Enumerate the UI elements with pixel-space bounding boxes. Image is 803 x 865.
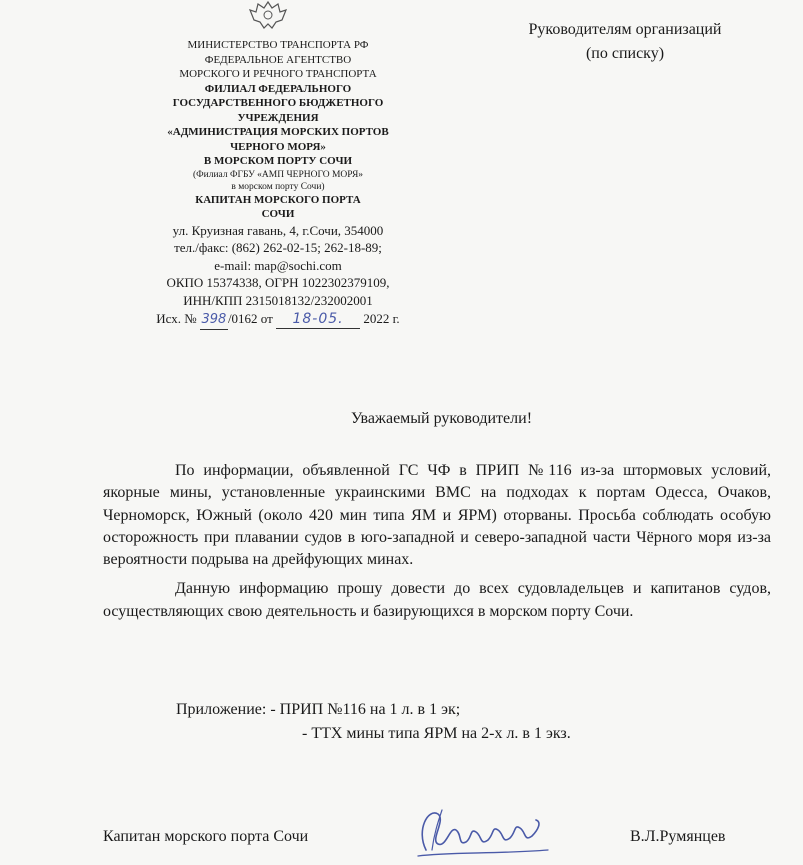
- sender-header: [128, 38, 428, 330]
- addressee-line-1: Руководителям организаций: [528, 21, 722, 38]
- greeting: Уважаемый руководители!: [350, 410, 533, 427]
- ref-suffix: /0162 от: [227, 311, 273, 326]
- ref-year: 2022 г.: [363, 311, 400, 326]
- agency-line-1: ФЕДЕРАЛЬНОЕ АГЕНТСТВО: [204, 53, 352, 66]
- ref-number-handwritten: 398: [200, 311, 228, 330]
- email-line: e-mail: map@sochi.com: [214, 257, 342, 273]
- coat-of-arms-emblem: [248, 0, 288, 30]
- signatory-name: В.Л.Румянцев: [630, 828, 726, 845]
- letter-body: [103, 460, 771, 623]
- branch-line-5: ЧЕРНОГО МОРЯ»: [230, 140, 326, 153]
- attachments-label: Приложение:: [176, 701, 267, 718]
- ministry-line: МИНИСТЕРСТВО ТРАНСПОРТА РФ: [187, 39, 369, 51]
- captain-line-2: СОЧИ: [261, 208, 295, 220]
- phone-line: тел./факс: (862) 262-02-15; 262-18-89;: [174, 240, 382, 255]
- branch-line-2: ГОСУДАРСТВЕННОГО БЮДЖЕТНОГО: [172, 97, 384, 109]
- ref-prefix: Исх. №: [156, 311, 197, 326]
- branch-line-3: УЧРЕЖДЕНИЯ: [237, 111, 319, 124]
- addressee-block: [490, 18, 760, 66]
- codes-line-2: ИНН/КПП 2315018132/232002001: [183, 292, 373, 308]
- handwritten-signature: [408, 800, 558, 862]
- attachment-item-2: - ТТХ мины типа ЯРМ на 2-х л. в 1 экз.: [302, 725, 571, 742]
- address-line: ул. Круизная гавань, 4, г.Сочи, 354000: [172, 222, 384, 238]
- addressee-line-2: (по списку): [585, 45, 665, 62]
- branch-line-4: «АДМИНИСТРАЦИЯ МОРСКИХ ПОРТОВ: [167, 126, 389, 138]
- captain-line-1: КАПИТАН МОРСКОГО ПОРТА: [195, 193, 361, 206]
- body-paragraph-2: Данную информацию прошу довести до всех судовладельцев и капитанов судов, осуществляющих свою деятельность и базирующихся в морском порту Сочи.: [103, 580, 771, 620]
- short-name-line-1: (Филиал ФГБУ «АМП ЧЕРНОГО МОРЯ»: [192, 169, 364, 180]
- ref-date-handwritten: 18-05.: [276, 310, 360, 329]
- agency-line-2: МОРСКОГО И РЕЧНОГО ТРАНСПОРТА: [179, 68, 377, 80]
- body-paragraph-1: По информации, объявленной ГС ЧФ в ПРИП №116 из-за штормовых условий, якорные мины, установленные украинскими ВМС на подходах к портам Одесса, Очаков, Черноморск, Южный (около 420 мин типа ЯМ и ЯРМ) оторваны. Просьба соблюдать особую осторожность при плавании судов в юго-западной и северо-западной части Чёрного моря из-за вероятности подрыва на дрейфующих минах.: [103, 462, 771, 569]
- attachment-row-1: [176, 698, 736, 722]
- short-name-line-2: в морском порту Сочи): [231, 181, 325, 192]
- outgoing-reference: [128, 310, 428, 330]
- attachments-block: [176, 698, 736, 746]
- codes-line-1: ОКПО 15374338, ОГРН 1022302379109,: [166, 275, 390, 290]
- branch-line-6: В МОРСКОМ ПОРТУ СОЧИ: [203, 155, 353, 167]
- attachment-item-1: - ПРИП №116 на 1 л. в 1 эк;: [270, 701, 461, 718]
- signatory-title: Капитан морского порта Сочи: [103, 828, 309, 845]
- branch-line-1: ФИЛИАЛ ФЕДЕРАЛЬНОГО: [204, 82, 352, 95]
